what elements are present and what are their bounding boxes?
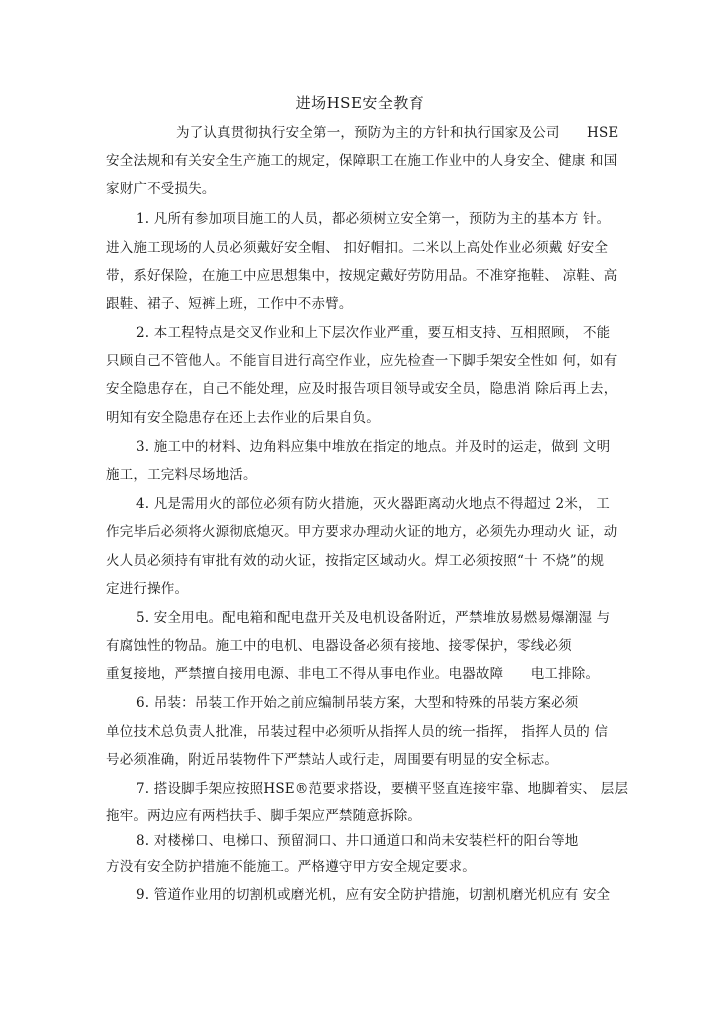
- paragraph-intro-line-3: 家财广不受损失。: [106, 181, 216, 197]
- item-6-line-3: 号必须准确，附近吊装物件下严禁站人或行走，周围要有明显的安全标志。: [106, 752, 559, 768]
- item-1-line-4: 跟鞋、裙子、短裤上班，工作中不赤臂。: [106, 296, 353, 312]
- item-8-line-2: 方没有安全防护措施不能施工。严格遵守甲方安全规定要求。: [106, 859, 476, 875]
- item-2-line-1: 2. 本工程特点是交叉作业和上下层次作业严重，要互相支持、互相照顾， 不能: [136, 325, 611, 341]
- item-4-line-3: 火人员必须持有审批有效的动火证，按指定区域动火。焊工必须按照“十 不烧”的规: [106, 553, 605, 569]
- item-9-line-1: 9. 管道作业用的切割机或磨光机，应有安全防护措施，切割机磨光机应有 安全: [136, 887, 611, 903]
- item-4-line-1: 4. 凡是需用火的部位必须有防火措施，灭火器距离动火地点不得超过 2米， 工: [136, 496, 610, 512]
- item-2-line-2: 只顾自己不管他人。不能盲目进行高空作业，应先检查一下脚手架安全性如 何，如有: [106, 353, 618, 369]
- item-4-line-4: 定进行操作。: [106, 581, 189, 597]
- item-8-line-1: 8. 对楼梯口、电梯口、预留洞口、井口通道口和尚未安装栏杆的阳台等地: [136, 833, 579, 849]
- paragraph-intro-line-1: 为了认真贯彻执行安全第一，预防为主的方针和执行国家及公司 HSE: [176, 125, 619, 141]
- item-7-line-2: 拖牢。两边应有两档扶手、脚手架应严禁随意拆除。: [106, 808, 422, 824]
- item-4-line-2: 作完毕后必须将火源彻底熄灭。甲方要求办理动火证的地方，必须先办理动火 证，动: [106, 524, 618, 540]
- item-1-line-1: 1. 凡所有参加项目施工的人员，都必须树立安全第一，预防为主的基本方 针。: [136, 211, 611, 227]
- item-5-line-1: 5. 安全用电。配电箱和配电盘开关及电机设备附近，严禁堆放易燃易爆潮湿 与: [136, 610, 611, 626]
- item-2-line-3: 安全隐患存在，自己不能处理，应及时报告项目领导或安全员，隐患消 除后再上去，: [106, 381, 618, 397]
- item-2-line-4: 明知有安全隐患存在还上去作业的后果自负。: [106, 410, 380, 426]
- item-6-line-1: 6. 吊装：吊装工作开始之前应编制吊装方案，大型和特殊的吊装方案必须: [136, 695, 579, 711]
- item-1-line-3: 带，系好保险，在施工中应思想集中，按规定戴好劳防用品。不准穿拖鞋、 凉鞋、高: [106, 268, 618, 284]
- item-3-line-2: 施工，工完料尽场地活。: [106, 467, 257, 483]
- item-5-line-3: 重复接地，严禁擅自接用电源、非电工不得从事电作业。电器故障 电工排除。: [106, 666, 600, 682]
- item-6-line-2: 单位技术总负责人批准，吊装过程中必须听从指挥人员的统一指挥， 指挥人员的 信: [106, 724, 609, 740]
- paragraph-intro-line-2: 安全法规和有关安全生产施工的规定，保障职工在施工作业中的人身安全、健康 和国: [106, 153, 618, 169]
- item-7-line-1: 7. 搭设脚手架应按照HSE®范要求搭设，要横平竖直连接牢靠、地脚着实、 层层: [136, 781, 629, 797]
- item-3-line-1: 3. 施工中的材料、边角料应集中堆放在指定的地点。并及时的运走，做到 文明: [136, 439, 611, 455]
- item-1-line-2: 进入施工现场的人员必须戴好安全帽、 扣好帽扣。二米以上高处作业必须戴 好安全: [106, 240, 609, 256]
- item-5-line-2: 有腐蚀性的物品。施工中的电机、电器设备必须有接地、接零保护，零线必须: [106, 638, 572, 654]
- document-title: 进场HSE安全教育: [295, 94, 425, 112]
